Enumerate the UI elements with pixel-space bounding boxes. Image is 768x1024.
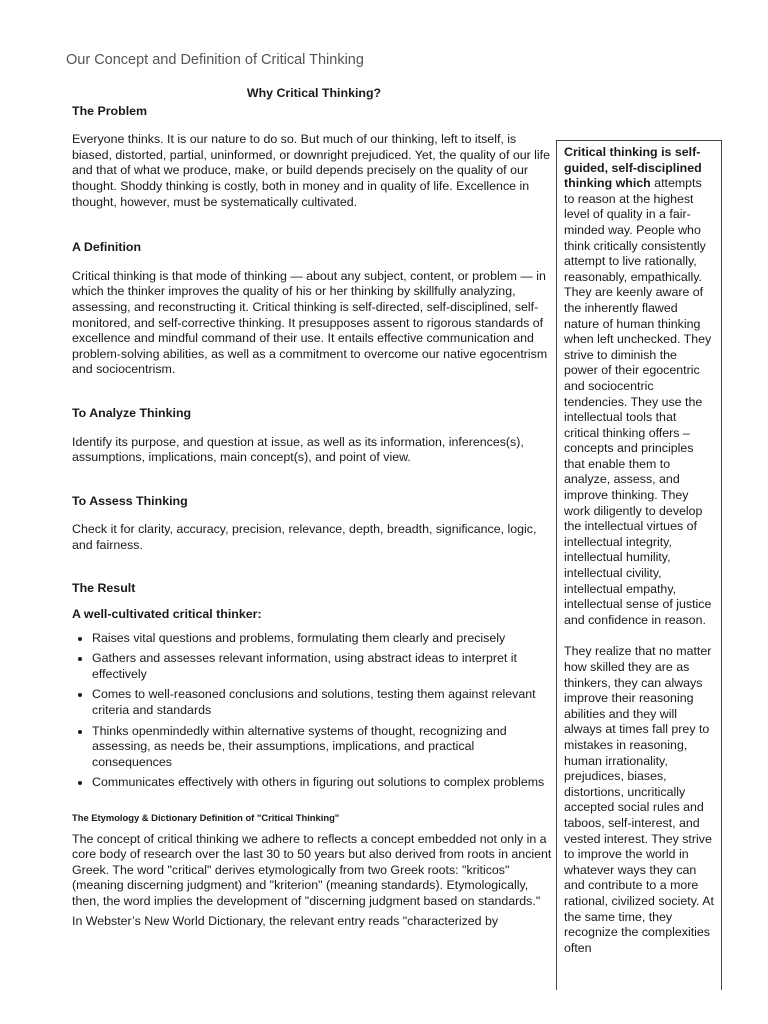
why-heading: Why Critical Thinking? (246, 86, 382, 100)
problem-text: Everyone thinks. It is our nature to do so. But much of our thinking, left to itself, is biased, distorted, partial, uninformed, or downright prejudiced. Yet, the quality of our life and that of what we produce, make, or build depends precisely on the quality of our thought. Shoddy thinking is costly, both in money and in quality of life. Excellence in thought, however, must be systematically cultivated. (72, 132, 551, 209)
sidebar-para1-text: attempts to reason at the highest level of quality in a fair-minded way. People who think critically consistently attempt to live rationally, reasonably, empathically. They are keenly aware of the inherently flawed nature of human thinking when left unchecked. They strive to diminish the power of their egocentric and sociocentric tendencies. They use the intellectual tools that critical thinking offers – concepts and principles that enable them to analyze, assess, and improve thinking. They work diligently to develop the intellectual virtues of intellectual integrity, intellectual humility, intellectual civility, intellectual empathy, intellectual sense of justice and confidence in reason. (564, 176, 712, 627)
sidebar-box (556, 140, 722, 990)
sidebar-lead: Critical thinking is self-guided, self-disciplined thinking which (564, 145, 702, 191)
sidebar-paragraph-1 (564, 145, 714, 628)
sidebar-paragraph-2: They realize that no matter how skilled they are as thinkers, they can always improve their reasoning abilities and they will always at times fall prey to mistakes in reasoning, human irrationality, prejudices, biases, distortions, uncritically accepted social rules and taboos, self-interest, and vested interest. They strive to improve the world in whatever ways they can and contribute to a more rational, civilized society. At the same time, they recognize the complexities often (564, 644, 714, 955)
list-item: • Gathers and assesses relevant information, using abstract ideas to interpret it effectively (92, 651, 556, 682)
result-heading: The Result (72, 581, 136, 596)
list-item: • Comes to well-reasoned conclusions and solutions, testing them against relevant criteria and standards (92, 687, 556, 718)
problem-heading: The Problem (72, 103, 148, 118)
list-item: • Thinks openmindedly within alternative systems of thought, recognizing and assessing, as needs be, their assumptions, implications, and practical consequences (92, 724, 556, 771)
etymology-heading: The Etymology & Dictionary Definition of "Critical Thinking" (72, 812, 340, 823)
analyze-text: Identify its purpose, and question at issue, as well as its information, inferences(s), assumptions, implications, main concept(s), and point of view. (72, 434, 524, 465)
assess-text: Check it for clarity, accuracy, precision, relevance, depth, breadth, significance, logic, and fairness. (72, 522, 537, 552)
result-subheading: A well-cultivated critical thinker: (72, 607, 262, 622)
list-item: • Raises vital questions and problems, formulating them clearly and precisely (92, 631, 556, 647)
main-column (72, 86, 556, 929)
list-item: • Communicates effectively with others in figuring out solutions to complex problems (92, 775, 556, 791)
result-list (72, 631, 556, 791)
etymology-text: The concept of critical thinking we adhere to reflects a concept embedded not only in a core body of research over the last 30 to 50 years but also derived from roots in ancient Greek. The word "critical" derives etymologically from two Greek roots: "kriticos" (meaning discerning judgment) and "kriterion" (meaning standards). Etymologically, then, the word implies the development of "discerning judgment based on standards." (72, 831, 552, 908)
dictionary-text: In Webster’s New World Dictionary, the relevant entry reads "characterized by (72, 913, 499, 928)
analyze-heading: To Analyze Thinking (72, 405, 192, 420)
definition-heading: A Definition (72, 240, 142, 255)
definition-text: Critical thinking is that mode of thinking — about any subject, content, or problem — in which the thinker improves the quality of his or her thinking by skillfully analyzing, assessing, and reconstructing it. Critical thinking is self-directed, self-disciplined, self-monitored, and self-corrective thinking. It presupposes assent to rigorous standards of excellence and mindful command of their use. It entails effective communication and problem-solving abilities, as well as a commitment to overcome our native egocentrism and sociocentrism. (72, 268, 548, 377)
assess-heading: To Assess Thinking (72, 493, 188, 508)
document-title: Our Concept and Definition of Critical Thinking (66, 52, 364, 68)
